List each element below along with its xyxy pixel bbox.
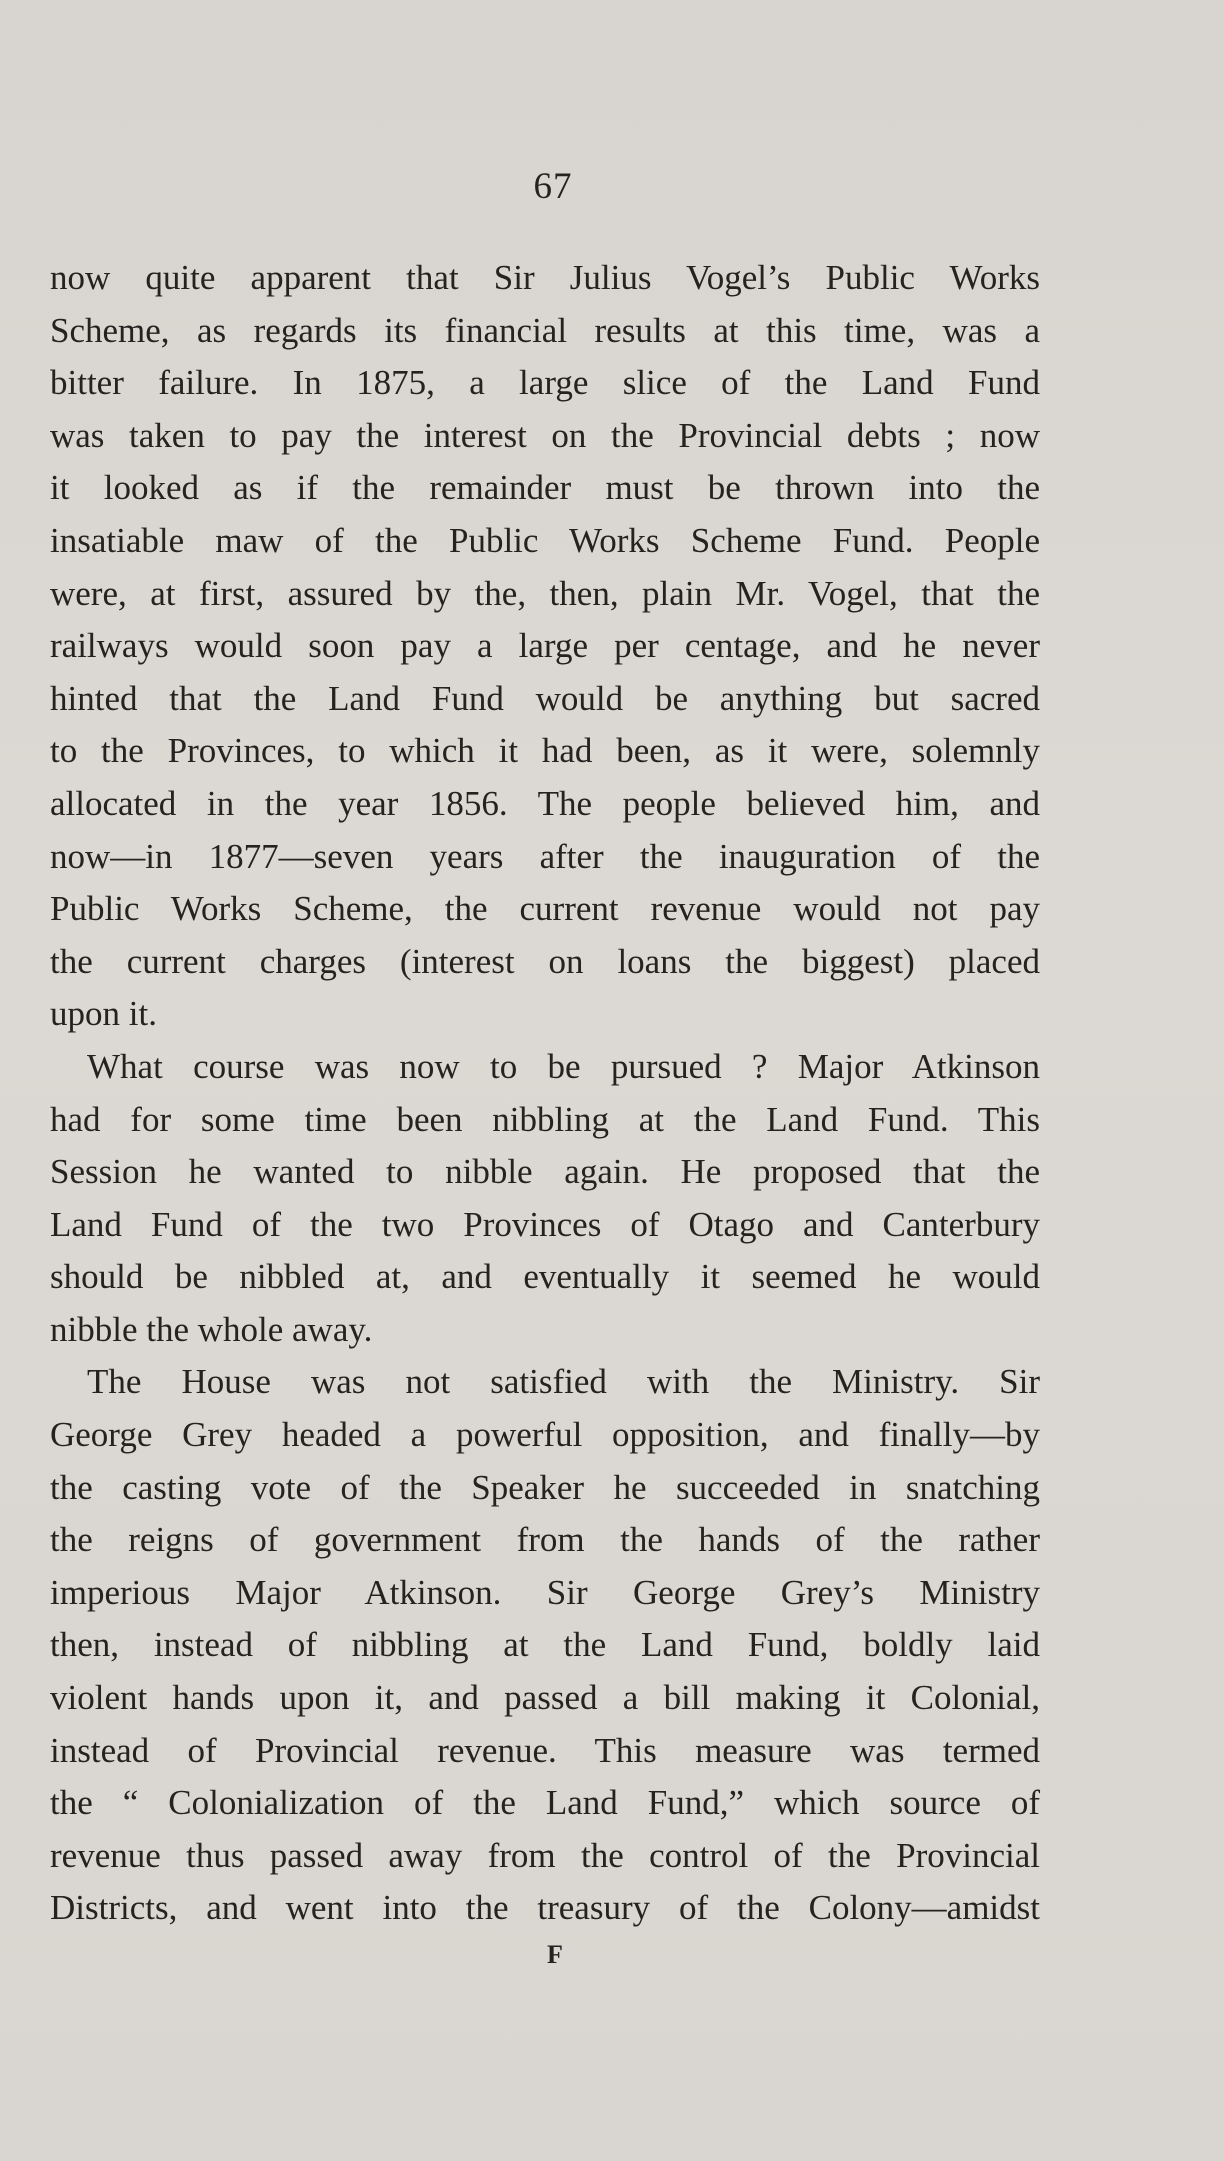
text-line: the “ Colonialization of the Land Fund,” which source of [50,1783,1040,1823]
text-line: hinted that the Land Fund would be anything but sacred [50,678,1040,718]
text-line: now quite apparent that Sir Julius Vogel’s Public Works [50,258,1040,297]
text-line: bitter failure. In 1875, a large slice of the Land Fund [50,363,1040,403]
text-line: The House was not satisfied with the Ministry. Sir [87,1362,1040,1402]
text-line: nibble the whole away. [50,1309,373,1349]
text-line: What course was now to be pursued ? Major Atkinson [87,1046,1040,1086]
page-number: 67 [533,166,573,207]
text-line: George Grey headed a powerful opposition, and finally—by [50,1415,1040,1455]
text-line: violent hands upon it, and passed a bill making it Colonial, [50,1678,1040,1718]
text-line: upon it. [50,994,157,1034]
signature-mark: F [547,1940,563,1969]
text-line: now—in 1877—seven years after the inauguration of the [50,836,1040,876]
text-line: to the Provinces, to which it had been, as it were, solemnly [50,731,1040,771]
text-line: were, at first, assured by the, then, plain Mr. Vogel, that the [50,573,1040,613]
text-line: insatiable maw of the Public Works Scheme Fund. People [50,520,1040,560]
text-line: revenue thus passed away from the control of the Provincial [50,1835,1040,1875]
text-line: should be nibbled at, and eventually it seemed he would [50,1257,1040,1297]
text-line: Districts, and went into the treasury of the Colony—amidst [50,1888,1040,1928]
text-line: had for some time been nibbling at the Land Fund. This [50,1099,1040,1139]
text-line: Scheme, as regards its financial results at this time, was a [50,310,1040,350]
text-line: the current charges (interest on loans the biggest) placed [50,941,1040,981]
body-text [50,252,1040,1935]
text-line: Public Works Scheme, the current revenue would not pay [50,889,1040,929]
text-line: instead of Provincial revenue. This measure was termed [50,1730,1040,1770]
text-line: the casting vote of the Speaker he succeeded in snatching [50,1467,1040,1507]
text-line: Land Fund of the two Provinces of Otago and Canterbury [50,1204,1040,1244]
text-line: Session he wanted to nibble again. He proposed that the [50,1152,1040,1192]
text-line: allocated in the year 1856. The people believed him, and [50,783,1040,823]
text-line: the reigns of government from the hands of the rather [50,1520,1040,1560]
text-line: was taken to pay the interest on the Provincial debts ; now [50,415,1040,455]
text-line: imperious Major Atkinson. Sir George Grey’s Ministry [50,1572,1040,1612]
text-line: it looked as if the remainder must be thrown into the [50,468,1040,508]
text-line: then, instead of nibbling at the Land Fund, boldly laid [50,1625,1040,1665]
text-line: railways would soon pay a large per centage, and he never [50,626,1040,666]
